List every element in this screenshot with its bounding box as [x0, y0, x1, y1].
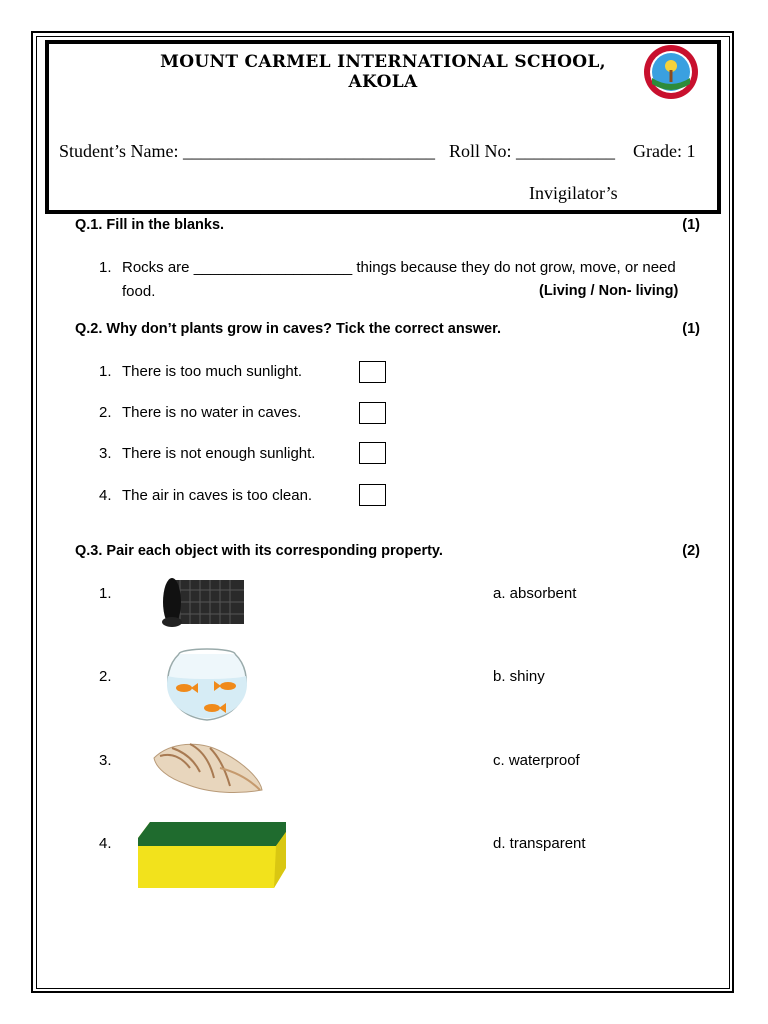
student-name-field[interactable]: Student’s Name: ____________________________ — [59, 141, 435, 161]
q1-options: (Living / Non- living) — [539, 283, 679, 299]
q3-property: a. absorbent — [493, 585, 577, 602]
q3-item-number: 1. — [99, 585, 112, 602]
q2-tick-box[interactable] — [359, 402, 386, 424]
q3-marks: (2) — [682, 543, 700, 559]
q1-sentence-line1: Rocks are ___________________ things because they do not grow, move, or need — [122, 259, 676, 276]
q1-item-number: 1. — [99, 259, 112, 276]
q1-sentence-line2: food. — [122, 283, 156, 300]
q2-option-text: The air in caves is too clean. — [122, 487, 313, 504]
q2-tick-box[interactable] — [359, 484, 386, 506]
q2-option-text: There is too much sunlight. — [122, 363, 303, 380]
q3-item-number: 4. — [99, 835, 112, 852]
seashell-icon — [150, 738, 266, 798]
q2-option-text: There is not enough sunlight. — [122, 445, 316, 462]
q3-property: b. shiny — [493, 668, 545, 685]
sponge-icon — [136, 818, 288, 890]
rolled-mat-icon — [160, 574, 248, 630]
q3-property: d. transparent — [493, 835, 586, 852]
grade-label: Grade: 1 — [633, 141, 696, 161]
q2-option-number: 3. — [99, 445, 112, 462]
q2-title: Q.2. Why don’t plants grow in caves? Tick the correct answer. — [75, 321, 501, 337]
q2-option-text: There is no water in caves. — [122, 404, 302, 421]
q3-property: c. waterproof — [493, 752, 580, 769]
fishbowl-icon — [160, 646, 254, 724]
q2-option-number: 2. — [99, 404, 112, 421]
q3-item-number: 3. — [99, 752, 112, 769]
school-logo-icon — [643, 44, 699, 100]
q2-option-number: 4. — [99, 487, 112, 504]
school-name: MOUNT CARMEL INTERNATIONAL SCHOOL, AKOLA — [160, 52, 606, 92]
invigilator-label: Invigilator’s — [529, 183, 618, 203]
q2-option-number: 1. — [99, 363, 112, 380]
q2-tick-box[interactable] — [359, 442, 386, 464]
q1-marks: (1) — [682, 217, 700, 233]
q1-title: Q.1. Fill in the blanks. — [75, 217, 225, 233]
roll-no-field[interactable]: Roll No: ___________ — [449, 141, 616, 161]
q2-tick-box[interactable] — [359, 361, 386, 383]
q3-item-number: 2. — [99, 668, 112, 685]
q2-marks: (1) — [682, 321, 700, 337]
q3-title: Q.3. Pair each object with its corresponding property. — [75, 543, 443, 559]
